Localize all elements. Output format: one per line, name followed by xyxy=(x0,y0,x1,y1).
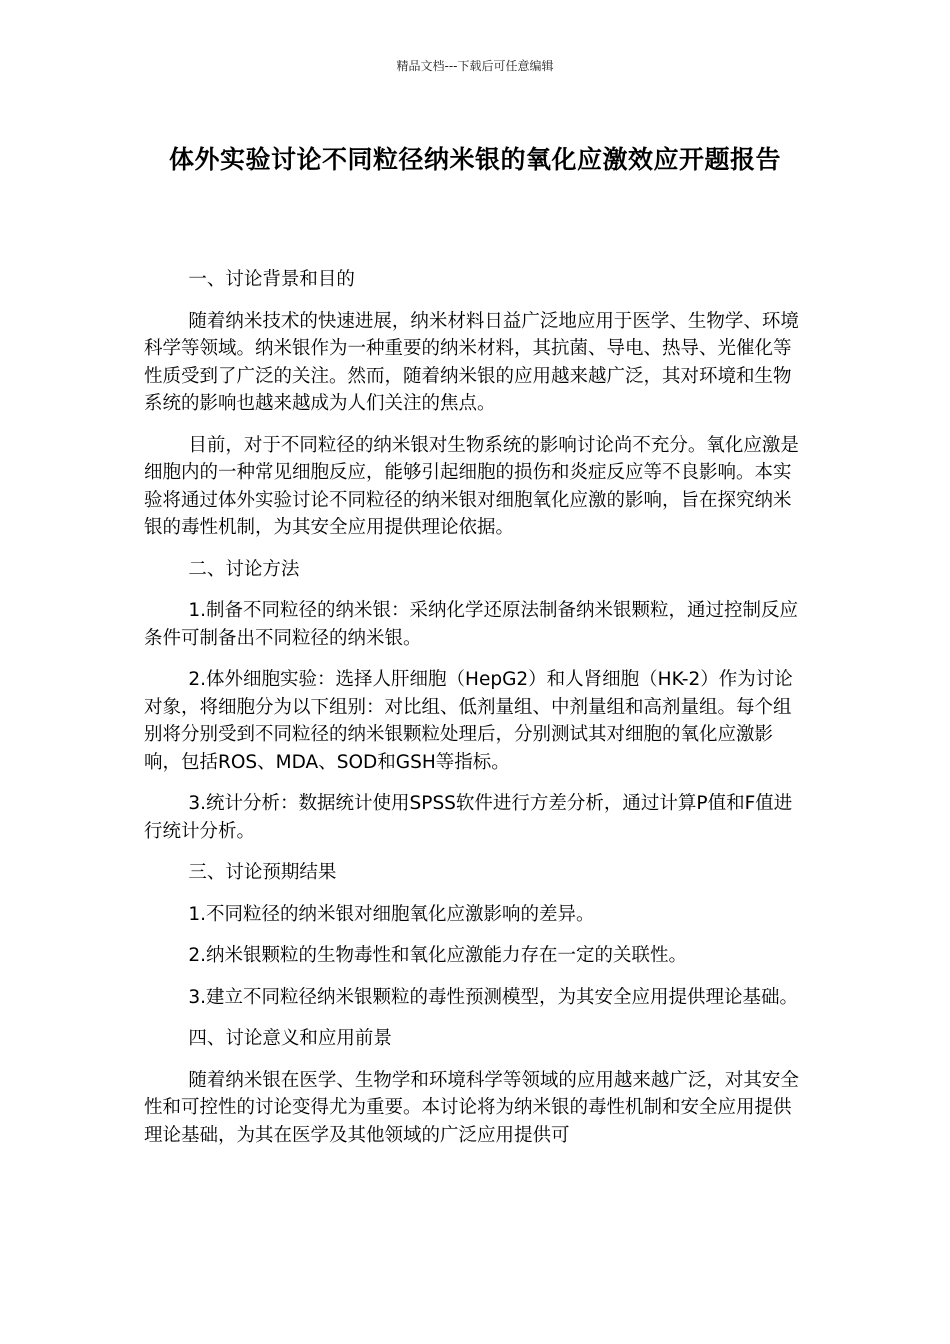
section-heading-expected-results: 三、讨论预期结果 xyxy=(188,862,337,883)
paragraph: 随着纳米技术的快速进展，纳米材料日益广泛地应用于医学、生物学、环境科学等领域。纳米银作为一种重要的纳米材料，其抗菌、导电、热导、光催化等性质受到了广泛的关注。然而，随着纳米银的应用越来越广泛，其对环境和生物系统的影响也越来越成为人们关注的焦点。 xyxy=(144,310,799,414)
paragraph: 3.建立不同粒径纳米银颗粒的毒性预测模型，为其安全应用提供理论基础。 xyxy=(188,986,799,1008)
section-heading-background: 一、讨论背景和目的 xyxy=(188,269,355,290)
paragraph: 1.不同粒径的纳米银对细胞氧化应激影响的差异。 xyxy=(188,903,595,925)
paragraph: 2.纳米银颗粒的生物毒性和氧化应激能力存在一定的关联性。 xyxy=(188,945,688,966)
section-heading-methods: 二、讨论方法 xyxy=(188,558,300,580)
paragraph: 1.制备不同粒径的纳米银：采纳化学还原法制备纳米银颗粒，通过控制反应条件可制备出不同粒径的纳米银。 xyxy=(144,600,799,649)
document-body xyxy=(144,266,808,1163)
section-heading-significance: 四、讨论意义和应用前景 xyxy=(188,1028,392,1049)
paragraph: 3.统计分析：数据统计使用SPSS软件进行方差分析，通过计算P值和F值进行统计分析。 xyxy=(144,793,793,842)
paragraph: 2.体外细胞实验：选择人肝细胞（HepG2）和人肾细胞（HK-2）作为讨论对象，将细胞分为以下组别：对比组、低剂量组、中剂量组和高剂量组。每个组别将分别受到不同粒径的纳米银颗粒处理后，分别测试其对细胞的氧化应激影响，包括ROS、MDA、SOD和GSH等指标。 xyxy=(144,669,793,773)
page-header-note: 精品文档---下载后可任意编辑 xyxy=(396,59,554,73)
paragraph: 随着纳米银在医学、生物学和环境科学等领域的应用越来越广泛，对其安全性和可控性的讨论变得尤为重要。本讨论将为纳米银的毒性机制和安全应用提供理论基础，为其在医学及其他领域的广泛应用提供可 xyxy=(144,1069,799,1146)
paragraph: 目前，对于不同粒径的纳米银对生物系统的影响讨论尚不充分。氧化应激是细胞内的一种常见细胞反应，能够引起细胞的损伤和炎症反应等不良影响。本实验将通过体外实验讨论不同粒径的纳米银对细胞氧化应激的影响，旨在探究纳米银的毒性机制，为其安全应用提供理论依据。 xyxy=(144,434,799,538)
document-title: 体外实验讨论不同粒径纳米银的氧化应激效应开题报告 xyxy=(168,145,781,174)
